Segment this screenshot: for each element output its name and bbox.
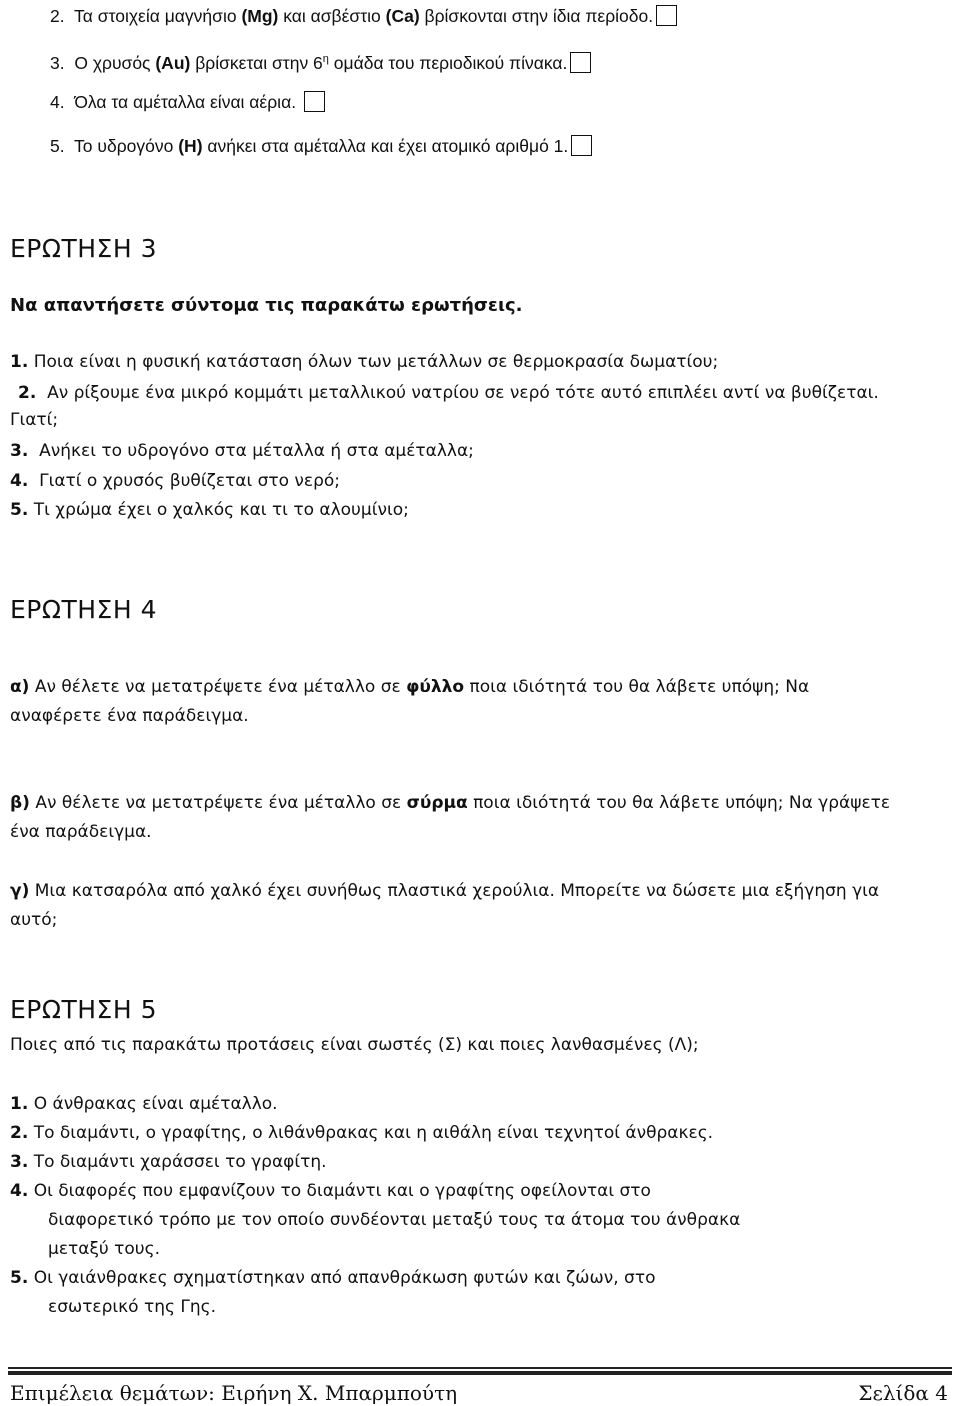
q5-item-3: 3. Το διαμάντι χαράσσει το γραφίτη.: [10, 1152, 327, 1172]
q5-item-1: 1. Ο άνθρακας είναι αμέταλλο.: [10, 1094, 278, 1114]
q4-part-b: β) Αν θέλετε να μετατρέψετε ένα μέταλλο σε σύρμα ποια ιδιότητά του θα λάβετε υπόψη; Να γράψετε: [10, 793, 891, 813]
question-5-intro: Ποιες από τις παρακάτω προτάσεις είναι σωστές (Σ) και ποιες λανθασμένες (Λ);: [10, 1035, 699, 1055]
q4-part-a-continuation: αναφέρετε ένα παράδειγμα.: [10, 706, 249, 726]
q3-item-4: 4. Γιατί ο χρυσός βυθίζεται στο νερό;: [10, 471, 341, 491]
q5-item-5: 5. Οι γαιάνθρακες σχηματίστηκαν από απανθράκωση φυτών και ζώων, στο: [10, 1268, 656, 1288]
q3-item-3: 3. Ανήκει το υδρογόνο στα μέταλλα ή στα αμέταλλα;: [10, 441, 474, 461]
footer-author: Επιμέλεια θεμάτων: Ειρήνη Χ. Μπαρμπούτη: [10, 1381, 458, 1405]
q3-item-2: 2. Αν ρίξουμε ένα μικρό κομμάτι μεταλλικού νατρίου σε νερό τότε αυτό επιπλέει αντί να βυθίζεται.: [18, 383, 879, 403]
question-3-intro: Να απαντήσετε σύντομα τις παρακάτω ερωτήσεις.: [10, 295, 523, 316]
footer-divider-thick: [8, 1371, 952, 1375]
question-3-title: ΕΡΩΤΗΣΗ 3: [10, 234, 157, 263]
q4-part-b-continuation: ένα παράδειγμα.: [10, 822, 152, 842]
q4-part-c-continuation: αυτό;: [10, 910, 58, 930]
question-4-title: ΕΡΩΤΗΣΗ 4: [10, 595, 157, 624]
q4-part-a: α) Αν θέλετε να μετατρέψετε ένα μέταλλο σε φύλλο ποια ιδιότητά του θα λάβετε υπόψη; Να: [10, 677, 810, 697]
question-5-title: ΕΡΩΤΗΣΗ 5: [10, 995, 157, 1024]
q5-item-5-line-2: εσωτερικό της Γης.: [48, 1297, 217, 1317]
tf-item-3: 3. Ο χρυσός (Au) βρίσκεται στην $6^\eta$ ομάδα του περιοδικού πίνακα.: [50, 47, 591, 75]
q5-item-2: 2. Το διαμάντι, ο γραφίτης, ο λιθάνθρακας και η αιθάλη είναι τεχνητοί άνθρακες.: [10, 1123, 714, 1143]
tf-item-5: 5. Το υδρογόνο (Η) ανήκει στα αμέταλλα και έχει ατομικό αριθμό 1.: [50, 134, 592, 158]
answer-checkbox[interactable]: [570, 52, 591, 73]
q3-item-5: 5. Τι χρώμα έχει ο χαλκός και τι το αλουμίνιο;: [10, 500, 409, 520]
q5-item-4: 4. Οι διαφορές που εμφανίζουν το διαμάντι και ο γραφίτης οφείλονται στο: [10, 1181, 651, 1201]
q3-item-1: 1. Ποια είναι η φυσική κατάσταση όλων των μετάλλων σε θερμοκρασία δωματίου;: [10, 352, 719, 372]
tf-item-4: 4. Όλα τα αμέταλλα είναι αέρια.: [50, 90, 325, 114]
q3-item-2-continuation: Γιατί;: [10, 410, 59, 430]
answer-checkbox[interactable]: [656, 5, 677, 26]
q4-part-c: γ) Μια κατσαρόλα από χαλκό έχει συνήθως πλαστικά χερούλια. Μπορείτε να δώσετε μια εξήγηση για: [10, 881, 880, 901]
footer-divider: [8, 1367, 952, 1369]
tf-item-2: 2. Τα στοιχεία μαγνήσιο (Mg) και ασβέστιο (Ca) βρίσκονται στην ίδια περίοδο.: [50, 4, 677, 28]
answer-checkbox[interactable]: [571, 135, 592, 156]
q5-item-4-line-2: διαφορετικό τρόπο με τον οποίο συνδέονται μεταξύ τους τα άτομα του άνθρακα: [48, 1210, 741, 1230]
answer-checkbox[interactable]: [304, 91, 325, 112]
q5-item-4-line-3: μεταξύ τους.: [48, 1239, 161, 1259]
footer-page-number: Σελίδα 4: [858, 1381, 948, 1405]
